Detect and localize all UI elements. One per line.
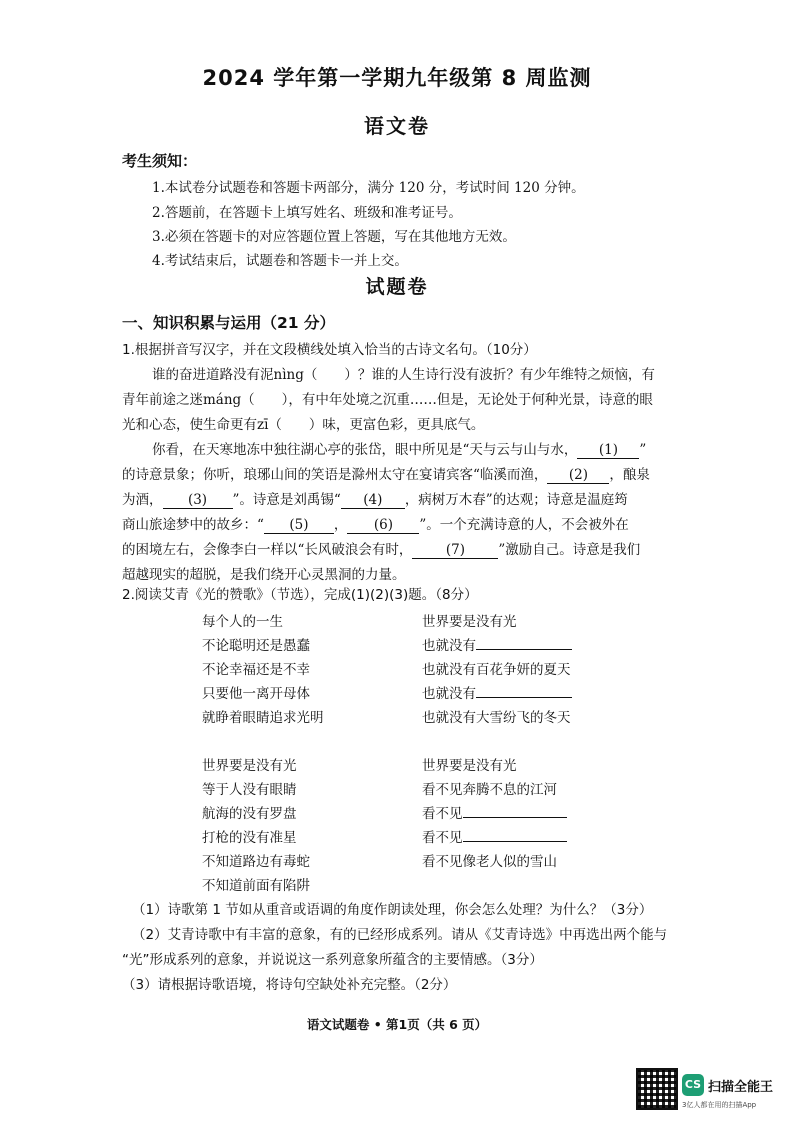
sub-question-1: （1）诗歌第 1 节如从重音或语调的角度作朗读处理，你会怎么处理？为什么？（3分） bbox=[132, 902, 653, 918]
text-run: ， bbox=[333, 517, 348, 533]
text-run: ”。诗意是刘禹锡“ bbox=[232, 492, 341, 508]
poem-line: 就睁着眼睛追求光明 bbox=[202, 710, 324, 726]
text-run: 的诗意景象；你听，琅琊山间的笑语是滁州太守在宴请宾客“临溪而渔， bbox=[122, 467, 548, 483]
poem-line: 不知道前面有陷阱 bbox=[202, 878, 310, 894]
exam-subtitle: 语文卷 bbox=[364, 114, 430, 138]
poem-line: 世界要是没有光 bbox=[422, 758, 517, 774]
blank-6: (6) bbox=[347, 517, 419, 534]
poem-line bbox=[422, 682, 572, 702]
q1-paragraph-line: 超越现实的超脱，是我们绕开心灵黑洞的力量。 bbox=[122, 567, 406, 583]
blank-5: (5) bbox=[264, 517, 334, 534]
blank-7: (7) bbox=[412, 542, 498, 559]
notice-item: 2.答题前，在答题卡上填写姓名、班级和准考证号。 bbox=[152, 205, 462, 221]
poem-line: 航海的没有罗盘 bbox=[202, 806, 297, 822]
q1-paragraph-line bbox=[122, 513, 629, 534]
qr-code-icon bbox=[636, 1068, 678, 1110]
q1-paragraph-line bbox=[122, 488, 628, 509]
section-title: 试题卷 bbox=[365, 276, 429, 298]
poem-line: 世界要是没有光 bbox=[202, 758, 297, 774]
poem-line: 看不见奔腾不息的江河 bbox=[422, 782, 557, 798]
notice-item: 1.本试卷分试题卷和答题卡两部分，满分 120 分，考试时间 120 分钟。 bbox=[152, 180, 585, 196]
text-run: 的困境左右，会像李白一样以“长风破浪会有时， bbox=[122, 542, 413, 558]
blank-1: (1) bbox=[577, 442, 639, 459]
poem-line: 不知道路边有毒蛇 bbox=[202, 854, 310, 870]
camscanner-logo-icon: CS bbox=[682, 1074, 704, 1096]
poem-line: 打枪的没有准星 bbox=[202, 830, 297, 846]
text-run: 也就没有 bbox=[422, 638, 476, 654]
poem-line: 不论聪明还是愚蠢 bbox=[202, 638, 310, 654]
text-run: ”激励自己。诗意是我们 bbox=[498, 542, 641, 558]
poem-line: 也就没有百花争妍的夏天 bbox=[422, 662, 571, 678]
sub-question-3: （3）请根据诗歌语境，将诗句空缺处补充完整。（2分） bbox=[122, 977, 457, 993]
poem-line: 看不见像老人似的雪山 bbox=[422, 854, 557, 870]
text-run: 看不见 bbox=[422, 830, 463, 846]
q1-paragraph-line: 青年前途之迷máng（ ），有中年处境之沉重……但是，无论处于何种光景，诗意的眼 bbox=[122, 392, 653, 408]
q1-paragraph-line: 谁的奋进道路没有泥nìng（ ）？谁的人生诗行没有波折？有少年维特之烦恼，有 bbox=[152, 367, 655, 383]
q1-paragraph-line bbox=[152, 438, 646, 459]
fill-in-line bbox=[463, 805, 567, 818]
text-run: 为酒， bbox=[122, 492, 163, 508]
notice-heading: 考生须知： bbox=[122, 152, 198, 170]
text-run: 商山旅途梦中的故乡：“ bbox=[122, 517, 264, 533]
question-1-prompt: 1.根据拼音写汉字，并在文段横线处填入恰当的古诗文名句。（10分） bbox=[122, 342, 537, 358]
poem-line: 等于人没有眼睛 bbox=[202, 782, 297, 798]
fill-in-line bbox=[463, 829, 567, 842]
fill-in-line bbox=[476, 637, 572, 650]
blank-3: (3) bbox=[163, 492, 233, 509]
poem-line: 不论幸福还是不幸 bbox=[202, 662, 310, 678]
text-run: ，病树万木春”的达观；诗意是温庭筠 bbox=[404, 492, 628, 508]
part-heading: 一、知识积累与运用（21 分） bbox=[122, 314, 335, 332]
sub-question-2-cont: “光”形成系列的意象，并说说这一系列意象所蕴含的主要情感。（3分） bbox=[122, 952, 543, 968]
poem-line: 世界要是没有光 bbox=[422, 614, 517, 630]
watermark-name: 扫描全能王 bbox=[708, 1080, 774, 1095]
blank-4: (4) bbox=[341, 492, 405, 509]
poem-line: 只要他一离开母体 bbox=[202, 686, 310, 702]
exam-title: 2024 学年第一学期九年级第 8 周监测 bbox=[202, 66, 592, 90]
fill-in-line bbox=[476, 685, 572, 698]
poem-line bbox=[422, 826, 567, 846]
q1-paragraph-line bbox=[122, 463, 650, 484]
page-footer: 语文试题卷 • 第1页（共 6 页） bbox=[306, 1017, 488, 1032]
sub-question-2: （2）艾青诗歌中有丰富的意象，有的已经形成系列。请从《艾青诗选》中再选出两个能与 bbox=[132, 927, 668, 943]
text-run: 也就没有 bbox=[422, 686, 476, 702]
watermark-tagline: 3亿人都在用的扫描App bbox=[682, 1101, 757, 1109]
q1-paragraph-line bbox=[122, 538, 640, 559]
text-run: ”。一个充满诗意的人，不会被外在 bbox=[419, 517, 629, 533]
poem-line bbox=[422, 634, 572, 654]
notice-item: 3.必须在答题卡的对应答题位置上答题，写在其他地方无效。 bbox=[152, 229, 516, 245]
blank-2: (2) bbox=[547, 467, 609, 484]
text-run: 看不见 bbox=[422, 806, 463, 822]
poem-line: 也就没有大雪纷飞的冬天 bbox=[422, 710, 571, 726]
notice-item: 4.考试结束后，试题卷和答题卡一并上交。 bbox=[152, 253, 408, 269]
text-run: 你看，在天寒地冻中独往湖心亭的张岱，眼中所见是“天与云与山与水， bbox=[152, 442, 578, 458]
text-run: ，酿泉 bbox=[609, 467, 650, 483]
poem-line: 每个人的一生 bbox=[202, 614, 283, 630]
question-2-prompt: 2.阅读艾青《光的赞歌》（节选），完成(1)(2)(3)题。（8分） bbox=[122, 587, 478, 603]
q1-paragraph-line: 光和心态，使生命更有zī（ ）味，更富色彩，更具底气。 bbox=[122, 417, 485, 433]
poem-line bbox=[422, 802, 567, 822]
text-run: ” bbox=[639, 442, 647, 458]
